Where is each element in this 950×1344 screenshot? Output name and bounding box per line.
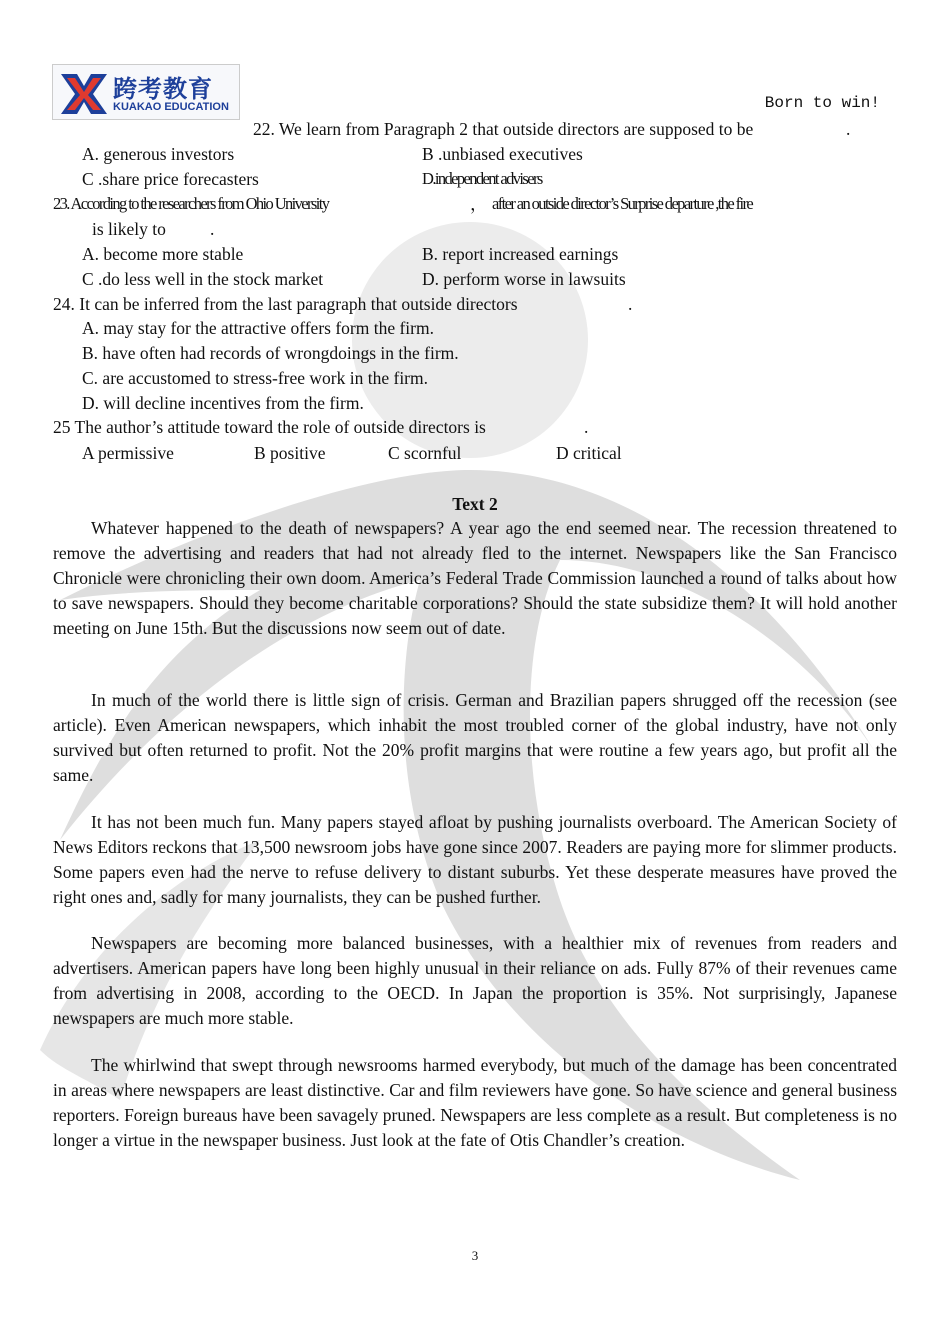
question-22-option-c: C .share price forecasters — [82, 169, 259, 189]
text2-paragraph-4 — [53, 931, 897, 1031]
question-23-stem-part2: after an outside director’s Surprise departure ,the fire — [492, 194, 753, 213]
paragraph-text: It has not been much fun. Many papers stayed afloat by pushing journalists overboard. The American Society of News Editors reckons that 13,500 newsroom jobs have gone since 2007. Readers are paying more for slimmer products. Some papers even had the nerve to refuse delivery to distant suburbs. Yet these desperate measures have proved the right ones and, sadly for many journalists, they can be pushed further. — [53, 812, 897, 907]
text2-paragraph-1 — [53, 516, 897, 641]
question-25-option-c: C scornful — [388, 443, 462, 463]
question-24-option-c: C. are accustomed to stress-free work in the firm. — [82, 368, 428, 388]
kuakao-logo — [52, 64, 240, 120]
question-23-stem-part1: 23. According to the researchers from Ohio University — [53, 194, 329, 213]
question-23-stem-comma: ， — [470, 194, 488, 214]
question-24-period: . — [628, 294, 633, 314]
question-22-stem: 22. We learn from Paragraph 2 that outside directors are supposed to be — [253, 119, 754, 139]
question-25-period: . — [584, 417, 589, 437]
header-motto: Born to win! — [764, 94, 880, 112]
paragraph-text: Newspapers are becoming more balanced businesses, with a healthier mix of revenues from readers and advertisers. American papers have long been highly unusual in their reliance on ads. Fully 87% of their revenues came from advertising in 2008, according to the OECD. In Japan the proportion is 35%. Not surprisingly, Japanese newspapers are much more stable. — [53, 933, 897, 1028]
text2-paragraph-5 — [53, 1053, 897, 1153]
paragraph-text: Whatever happened to the death of newspapers? A year ago the end seemed near. The recession threatened to remove the advertising and readers that had not already fled to the internet. Newspapers like the San Francisco Chronicle were chronicling their own doom. America’s Federal Trade Commission launched a round of talks about how to save newspapers. Should they become charitable corporations? Should the state subsidize them? It will hold another meeting on June 15th. But the discussions now seem out of date. — [53, 518, 897, 638]
question-22-option-b: B .unbiased executives — [422, 144, 583, 164]
logo-english-text: KUAKAO EDUCATION — [113, 101, 229, 113]
question-24-stem: 24. It can be inferred from the last paragraph that outside directors — [53, 294, 518, 314]
question-25-option-d: D critical — [556, 443, 622, 463]
question-24-option-a: A. may stay for the attractive offers form the firm. — [82, 318, 434, 338]
question-23-option-a: A. become more stable — [82, 244, 244, 264]
question-23-stem-line2: is likely to — [92, 219, 166, 239]
text2-title: Text 2 — [452, 494, 498, 514]
question-23-period: . — [210, 219, 215, 239]
text2-paragraph-2 — [53, 688, 897, 788]
question-25-option-a: A permissive — [82, 443, 174, 463]
question-24-option-d: D. will decline incentives from the firm. — [82, 393, 364, 413]
text2-paragraph-3 — [53, 810, 897, 910]
question-22-option-d: D.independent advisers — [422, 169, 542, 188]
question-25-option-b: B positive — [254, 443, 326, 463]
question-23-option-b: B. report increased earnings — [422, 244, 619, 264]
question-24-option-b: B. have often had records of wrongdoings in the firm. — [82, 343, 459, 363]
question-23-option-d: D. perform worse in lawsuits — [422, 269, 626, 289]
logo-mark-icon — [57, 68, 111, 118]
question-22-option-a: A. generous investors — [82, 144, 235, 164]
paragraph-text: In much of the world there is little sign of crisis. German and Brazilian papers shrugged off the recession (see article). Even American newspapers, which inhabit the most troubled corner of the global industry, have not only survived but often returned to profit. Not the 20% profit margins that were routine a few years ago, but profit all the same. — [53, 690, 897, 785]
page-number: 3 — [471, 1248, 479, 1263]
question-23-option-c: C .do less well in the stock market — [82, 269, 324, 289]
question-22-period: . — [846, 119, 851, 139]
question-25-stem: 25 The author’s attitude toward the role of outside directors is — [53, 417, 486, 437]
paragraph-text: The whirlwind that swept through newsrooms harmed everybody, but much of the damage has been concentrated in areas where newspapers are least distinctive. Car and film reviewers have gone. So have science and general business reporters. Foreign bureaus have been savagely pruned. Newspapers are less complete as a result. But completeness is no longer a virtue in the newspaper business. Just look at the fate of Otis Chandler’s creation. — [53, 1055, 897, 1150]
logo-chinese-text: 跨考教育 — [113, 75, 213, 103]
